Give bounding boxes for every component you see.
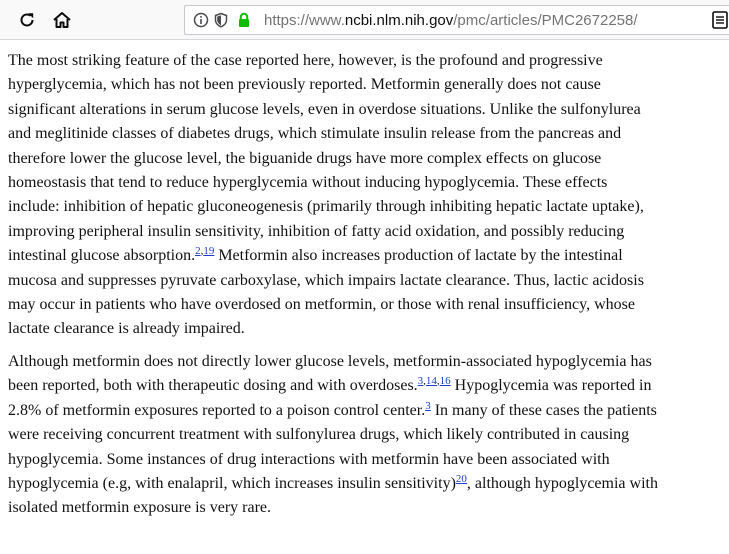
reference-link[interactable]: 20 xyxy=(455,473,467,486)
text-line xyxy=(8,350,729,374)
text-run: hyperglycemia, which has not been previously reported. Metformin generally does not cause xyxy=(8,76,601,94)
text-run: The most striking feature of the case reported here, however, is the profound and progressive xyxy=(8,52,603,69)
reference-link[interactable]: 3 xyxy=(425,399,431,412)
url-text[interactable] xyxy=(264,12,638,30)
text-line xyxy=(8,399,729,423)
text-run: Metformin also increases production of lactate by the intestinal xyxy=(214,247,623,265)
reference-link[interactable]: 14 xyxy=(425,375,437,388)
text-run: may occur in patients who have overdosed on metformin, or those with renal insufficiency, whose xyxy=(8,295,635,313)
lock-icon[interactable] xyxy=(236,12,252,28)
home-button[interactable] xyxy=(48,6,76,34)
text-line xyxy=(8,496,729,520)
text-run: improving peripheral insulin sensitivity, inhibition of fatty acid oxidation, and possibly reducing xyxy=(8,222,625,240)
url-path: /pmc/articles/PMC2672258/ xyxy=(453,12,638,29)
text-run: were receiving concurrent treatment with sulfonylurea drugs, which likely contributed in causing xyxy=(8,426,630,444)
url-prefix: https://www. xyxy=(264,12,345,29)
text-run: therefore lower the glucose level, the biguanide drugs have more complex effects on glucose xyxy=(8,149,602,167)
text-line xyxy=(8,374,729,398)
text-line xyxy=(8,98,729,122)
info-icon[interactable] xyxy=(193,12,209,28)
citation-superscript xyxy=(456,473,467,485)
reload-button[interactable] xyxy=(13,6,41,34)
article-paragraph xyxy=(8,350,729,521)
reference-link[interactable]: 3 xyxy=(417,375,424,388)
text-line xyxy=(8,244,729,268)
citation-superscript xyxy=(425,400,431,412)
text-line xyxy=(8,195,729,219)
text-line xyxy=(8,122,729,146)
text-run: significant alterations in serum glucose levels, even in overdose situations. Unlike the sulfonylurea xyxy=(8,100,641,118)
reader-view-icon[interactable] xyxy=(712,11,728,29)
text-line xyxy=(8,220,729,244)
url-domain: ncbi.nlm.nih.gov xyxy=(344,12,454,29)
citation-superscript: 3,14,16 xyxy=(417,375,451,388)
home-icon xyxy=(52,11,72,29)
text-run: include: inhibition of hepatic gluconeogenesis (primarily through inhibiting hepatic lactate uptake), xyxy=(8,198,644,216)
browser-toolbar xyxy=(0,0,729,40)
reference-link[interactable]: 19 xyxy=(203,245,215,258)
text-line xyxy=(8,472,729,496)
text-run: , although hypoglycemia with xyxy=(466,475,658,493)
text-line xyxy=(8,448,729,472)
text-run: and meglitinide classes of diabetes drugs, which stimulate insulin release from the pancreas and xyxy=(8,125,622,143)
tracking-protection-shield-icon[interactable] xyxy=(213,12,229,28)
text-line xyxy=(8,73,729,97)
text-line xyxy=(8,171,729,195)
text-run: intestinal glucose absorption. xyxy=(8,247,196,265)
text-run: 2.8% of metformin exposures reported to a poison control center. xyxy=(8,401,426,419)
text-run: In many of these cases the patients xyxy=(430,401,657,419)
text-run: homeostasis that tend to reduce hyperglycemia without inducing hypoglycemia. These effects xyxy=(8,173,608,191)
text-run: Hypoglycemia was reported in xyxy=(450,377,652,395)
text-line xyxy=(8,147,729,171)
text-line xyxy=(8,423,729,447)
text-line xyxy=(8,317,729,341)
text-line xyxy=(8,269,729,293)
text-run: mucosa and suppresses pyruvate carboxylase, which impairs lactate clearance. Thus, lactic acidosis xyxy=(8,271,644,289)
text-run: lactate clearance is already impaired. xyxy=(8,320,245,338)
text-run: Although metformin does not directly lower glucose levels, metformin-associated hypoglycemia has xyxy=(8,353,652,371)
text-run: been reported, both with therapeutic dosing and with overdoses. xyxy=(8,377,418,395)
article-body xyxy=(8,49,729,529)
text-run: hypoglycemia. Some instances of drug interactions with metformin have been associated with xyxy=(8,450,610,468)
text-run: hypoglycemia (e.g, with enalapril, which increases insulin sensitivity) xyxy=(8,475,456,493)
reference-link[interactable]: 2 xyxy=(195,245,201,258)
reload-icon xyxy=(18,11,36,29)
citation-superscript: 2,19 xyxy=(195,245,215,258)
url-bar[interactable] xyxy=(184,5,729,35)
text-line xyxy=(8,293,729,317)
reference-link[interactable]: 16 xyxy=(439,375,451,388)
text-run: isolated metformin exposure is very rare. xyxy=(8,499,272,517)
text-line xyxy=(8,49,729,73)
article-paragraph xyxy=(8,49,729,342)
